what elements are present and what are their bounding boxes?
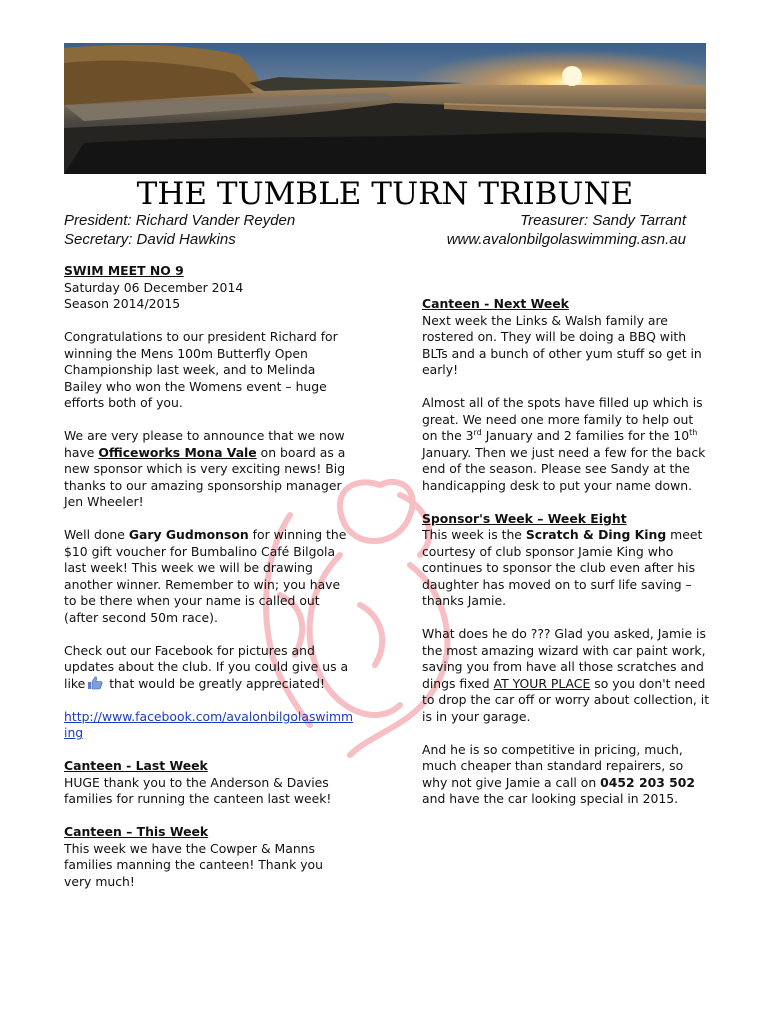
- swim-meet-title: SWIM MEET NO 9: [64, 263, 184, 278]
- sponsor-name: Officeworks Mona Vale: [98, 444, 257, 460]
- newsletter-title: THE TUMBLE TURN TRIBUNE: [136, 176, 634, 212]
- secretary-line: Secretary: David Hawkins: [64, 231, 236, 248]
- what-text: What does he do ??? Glad you asked, Jamie is the most amazing wizard with car paint work, saving you from have all those scratches and dings fixed: [422, 626, 706, 691]
- pricing-paragraph: [422, 742, 712, 808]
- winner-name: Gary Gudmonson: [128, 527, 249, 542]
- new-sponsor-paragraph: [64, 428, 354, 511]
- facebook-text-end: that would be greatly appreciated!: [105, 675, 325, 691]
- canteen-next-week-title: Canteen - Next Week: [422, 296, 569, 311]
- canteen-this-week-block: [64, 824, 354, 890]
- swim-meet-date: Saturday 06 December 2014: [64, 279, 244, 295]
- swim-meet-season: Season 2014/2015: [64, 296, 181, 311]
- pricing-text-end: and have the car looking special in 2015.: [422, 791, 679, 806]
- spots-paragraph: [422, 395, 712, 494]
- president-line: President: Richard Vander Reyden: [64, 212, 296, 229]
- canteen-this-week-body: This week we have the Cowper & Manns families manning the canteen! Thank you very much!: [64, 840, 323, 889]
- congrats-paragraph: Congratulations to our president Richard for winning the Mens 100m Butterfly Open Championship last week, and to Melinda Bailey who won the Womens event – huge efforts both of you.: [64, 329, 338, 410]
- sponsor-text-end: on board as a new sponsor which is very exciting news! Big thanks to our amazing sponsorship manager Jen Wheeler!: [64, 444, 346, 509]
- sponsors-week-block: [422, 511, 712, 610]
- what-text-end: so you don't need to drop the car off or worry about collection, it is in your garage.: [422, 675, 710, 724]
- sponsors-week-title: Sponsor's Week – Week Eight: [422, 510, 627, 526]
- sponsors-week-name: Scratch & Ding King: [525, 527, 667, 542]
- right-column: [422, 296, 712, 824]
- canteen-last-week-title: Canteen - Last Week: [64, 758, 208, 773]
- website-line: www.avalonbilgolaswimming.asn.au: [446, 231, 686, 248]
- left-column: [64, 263, 354, 907]
- pricing-text: And he is so competitive in pricing, much, much cheaper than standard repairers, so why not give Jamie a call on: [422, 741, 684, 790]
- officers-left: [64, 211, 295, 249]
- phone-number: 0452 203 502: [600, 774, 695, 790]
- officers-right: [447, 211, 686, 249]
- voucher-winner-paragraph: [64, 527, 354, 626]
- at-your-place: AT YOUR PLACE: [493, 675, 591, 691]
- winner-text-end: for winning the $10 gift voucher for Bumbalino Café Bilgola last week! This week we will be drawing another winner. Remember to win; you have to be there when your name is called out (after second 50m race).: [64, 527, 347, 625]
- canteen-next-week-body: Next week the Links & Walsh family are rostered on. They will be doing a BBQ with BLTs and a bunch of other yum stuff so get in early!: [422, 312, 702, 377]
- sponsors-week-text: This week is the: [422, 527, 526, 542]
- facebook-link[interactable]: http://www.facebook.com/avalonbilgolaswimming: [64, 708, 354, 740]
- spots-text-a: Almost all of the spots have filled up which is great. We need one more family to help out on the 3: [422, 395, 703, 443]
- canteen-this-week-title: Canteen – This Week: [64, 824, 209, 839]
- canteen-last-week-body: HUGE thank you to the Anderson & Davies families for running the canteen last week!: [64, 774, 332, 806]
- facebook-paragraph: [64, 643, 354, 693]
- coastal-sunset-image: [64, 43, 706, 174]
- what-does-he-do-paragraph: [422, 626, 712, 725]
- ordinal-rd: rd: [473, 427, 482, 437]
- thumbs-up-icon: [87, 676, 103, 690]
- canteen-last-week-block: [64, 758, 354, 808]
- sponsors-week-text-end: meet courtesy of club sponsor Jamie King who continues to sponsor the club even after his daughter has moved on to surf life saving – thanks Jamie.: [422, 527, 703, 608]
- ordinal-th: th: [689, 427, 698, 437]
- swim-meet-block: [64, 263, 354, 313]
- facebook-text: Check out our Facebook for pictures and updates about the club. If you could give us a like: [64, 642, 349, 691]
- treasurer-line: Treasurer: Sandy Tarrant: [520, 212, 686, 229]
- spots-text-b: January and 2 families for the 10: [481, 428, 690, 443]
- spots-text-c: January. Then we just need a few for the back end of the season. Please see Sandy at the handicapping desk to put your name down.: [422, 444, 706, 493]
- canteen-next-week-block: [422, 296, 712, 379]
- banner-photo: [64, 43, 706, 174]
- facebook-link-paragraph: [64, 709, 354, 742]
- winner-text: Well done: [64, 527, 129, 542]
- sponsor-text: We are very please to announce that we now have: [64, 428, 345, 460]
